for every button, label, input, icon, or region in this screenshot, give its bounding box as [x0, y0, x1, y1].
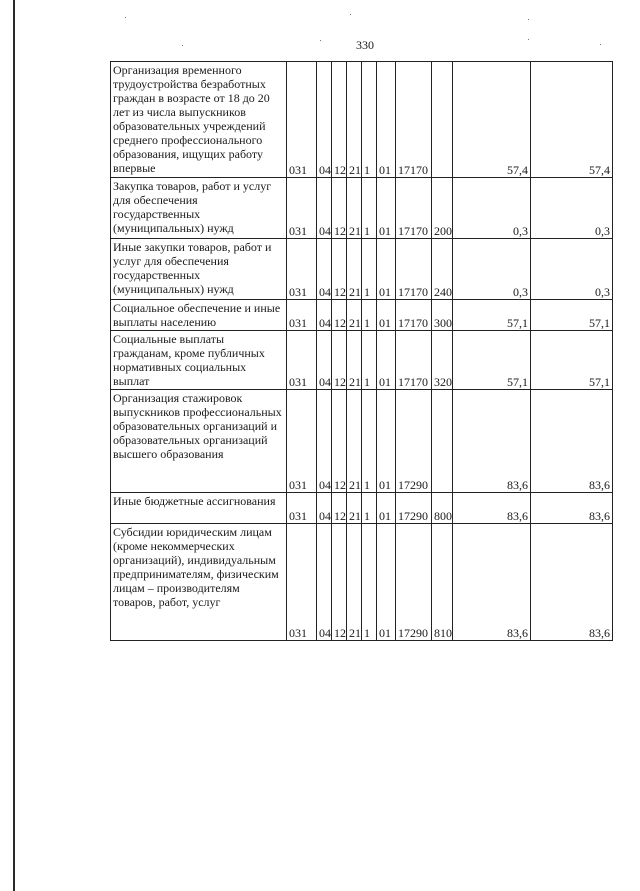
target-article-part3-cell: 01 — [377, 62, 396, 178]
ved-code-cell: 031 — [287, 524, 317, 641]
target-article-part1-cell: 21 — [347, 62, 362, 178]
amount-cell: 0,3 — [453, 178, 531, 239]
target-article-part4-cell: 17170 — [396, 300, 432, 331]
expense-type-cell: 320 — [432, 331, 453, 390]
scan-speck — [528, 19, 529, 20]
target-article-part3-cell: 01 — [377, 524, 396, 641]
target-article-part3-cell: 01 — [377, 493, 396, 524]
amount-cell: 83,6 — [531, 493, 613, 524]
section-code-cell: 04 — [317, 300, 332, 331]
section-code-cell: 04 — [317, 178, 332, 239]
section-code-cell: 04 — [317, 493, 332, 524]
amount-cell: 83,6 — [453, 493, 531, 524]
amount-cell: 57,4 — [453, 62, 531, 178]
row-name-cell: Закупка товаров, работ и услуг для обеспечения государственных (муниципальных) нужд — [111, 178, 287, 239]
amount-cell: 57,1 — [531, 331, 613, 390]
section-code-cell: 04 — [317, 390, 332, 493]
section-code-cell: 04 — [317, 524, 332, 641]
target-article-part4-cell: 17290 — [396, 524, 432, 641]
subsection-code-cell: 12 — [332, 331, 347, 390]
target-article-part4-cell: 17170 — [396, 331, 432, 390]
expense-type-cell: 300 — [432, 300, 453, 331]
table-row — [111, 300, 613, 331]
target-article-part2-cell: 1 — [362, 62, 377, 178]
subsection-code-cell: 12 — [332, 62, 347, 178]
ved-code-cell: 031 — [287, 331, 317, 390]
target-article-part1-cell: 21 — [347, 300, 362, 331]
amount-cell: 83,6 — [453, 524, 531, 641]
target-article-part2-cell: 1 — [362, 331, 377, 390]
expense-type-cell — [432, 390, 453, 493]
target-article-part3-cell: 01 — [377, 390, 396, 493]
target-article-part2-cell: 1 — [362, 178, 377, 239]
target-article-part4-cell: 17170 — [396, 178, 432, 239]
amount-cell: 0,3 — [531, 178, 613, 239]
row-name-cell: Организация временного трудоустройства безработных граждан в возрасте от 18 до 20 лет из числа выпускников образовательных учреждений среднего профессионального образования, ищущих работу впервые — [111, 62, 287, 178]
page-number: 330 — [356, 38, 374, 52]
scan-speck — [125, 17, 126, 18]
table-row — [111, 62, 613, 178]
target-article-part3-cell: 01 — [377, 331, 396, 390]
amount-cell: 83,6 — [531, 390, 613, 493]
expense-type-cell — [432, 62, 453, 178]
row-name-cell: Организация стажировок выпускников профессиональных образовательных организаций и образовательных организаций высшего образования — [111, 390, 287, 493]
target-article-part1-cell: 21 — [347, 239, 362, 300]
section-code-cell: 04 — [317, 62, 332, 178]
subsection-code-cell: 12 — [332, 390, 347, 493]
row-name-cell: Социальное обеспечение и иные выплаты населению — [111, 300, 287, 331]
target-article-part1-cell: 21 — [347, 331, 362, 390]
amount-cell: 57,1 — [531, 300, 613, 331]
budget-table — [110, 61, 613, 641]
target-article-part4-cell: 17170 — [396, 62, 432, 178]
target-article-part4-cell: 17170 — [396, 239, 432, 300]
target-article-part1-cell: 21 — [347, 178, 362, 239]
target-article-part2-cell: 1 — [362, 524, 377, 641]
subsection-code-cell: 12 — [332, 493, 347, 524]
target-article-part1-cell: 21 — [347, 493, 362, 524]
table-row — [111, 178, 613, 239]
target-article-part4-cell: 17290 — [396, 390, 432, 493]
amount-cell: 57,1 — [453, 331, 531, 390]
section-code-cell: 04 — [317, 239, 332, 300]
row-name-cell: Социальные выплаты гражданам, кроме публичных нормативных социальных выплат — [111, 331, 287, 390]
ved-code-cell: 031 — [287, 300, 317, 331]
amount-cell: 57,4 — [531, 62, 613, 178]
ved-code-cell: 031 — [287, 62, 317, 178]
target-article-part2-cell: 1 — [362, 390, 377, 493]
target-article-part1-cell: 21 — [347, 524, 362, 641]
target-article-part4-cell: 17290 — [396, 493, 432, 524]
table-row — [111, 390, 613, 493]
ved-code-cell: 031 — [287, 178, 317, 239]
table-row — [111, 239, 613, 300]
target-article-part1-cell: 21 — [347, 390, 362, 493]
amount-cell: 83,6 — [453, 390, 531, 493]
row-name-cell: Иные бюджетные ассигнования — [111, 493, 287, 524]
table-row — [111, 331, 613, 390]
amount-cell: 0,3 — [453, 239, 531, 300]
subsection-code-cell: 12 — [332, 300, 347, 331]
subsection-code-cell: 12 — [332, 524, 347, 641]
target-article-part2-cell: 1 — [362, 300, 377, 331]
ved-code-cell: 031 — [287, 493, 317, 524]
amount-cell: 83,6 — [531, 524, 613, 641]
target-article-part3-cell: 01 — [377, 178, 396, 239]
subsection-code-cell: 12 — [332, 178, 347, 239]
amount-cell: 57,1 — [453, 300, 531, 331]
row-name-cell: Иные закупки товаров, работ и услуг для обеспечения государственных (муниципальных) нужд — [111, 239, 287, 300]
scan-speck — [350, 14, 351, 15]
target-article-part2-cell: 1 — [362, 239, 377, 300]
target-article-part2-cell: 1 — [362, 493, 377, 524]
table-row — [111, 524, 613, 641]
expense-type-cell: 800 — [432, 493, 453, 524]
target-article-part3-cell: 01 — [377, 300, 396, 331]
ved-code-cell: 031 — [287, 239, 317, 300]
expense-type-cell: 240 — [432, 239, 453, 300]
row-name-cell: Субсидии юридическим лицам (кроме некоммерческих организаций), индивидуальным предпринимателям, физическим лицам – производителям товаров, работ, услуг — [111, 524, 287, 641]
subsection-code-cell: 12 — [332, 239, 347, 300]
target-article-part3-cell: 01 — [377, 239, 396, 300]
budget-table-body — [111, 62, 613, 641]
expense-type-cell: 810 — [432, 524, 453, 641]
section-code-cell: 04 — [317, 331, 332, 390]
table-row — [111, 493, 613, 524]
page-binding-edge — [13, 0, 15, 891]
ved-code-cell: 031 — [287, 390, 317, 493]
amount-cell: 0,3 — [531, 239, 613, 300]
expense-type-cell: 200 — [432, 178, 453, 239]
